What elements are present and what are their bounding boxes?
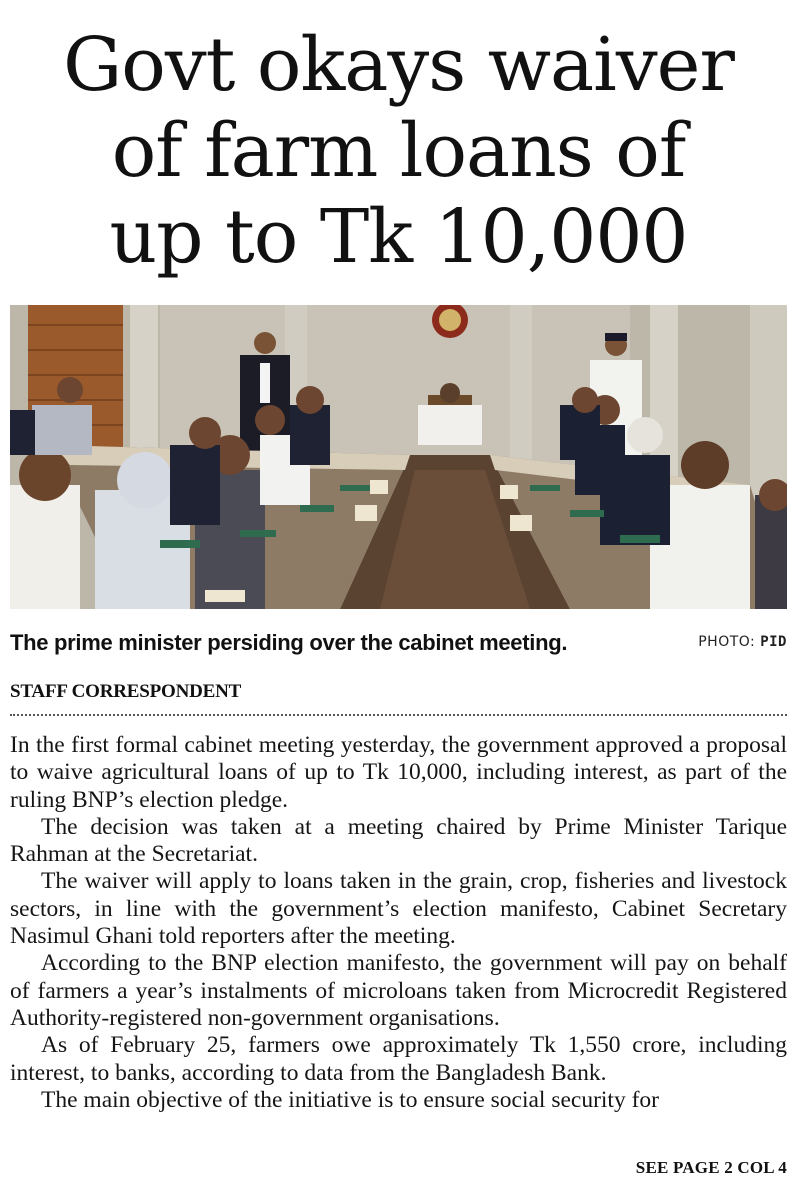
paragraph: The decision was taken at a meeting chaired by Prime Minister Tarique Rahman at the Secretariat. bbox=[10, 813, 787, 868]
continued-on-page[interactable]: SEE PAGE 2 COL 4 bbox=[635, 1158, 787, 1177]
paragraph: As of February 25, farmers owe approximately Tk 1,550 crore, including interest, to banks, according to data from the Bangladesh Bank. bbox=[10, 1032, 787, 1086]
article-body bbox=[10, 732, 787, 1114]
headline-line: Govt okays waiver bbox=[63, 22, 734, 108]
photo-caption-row bbox=[10, 630, 787, 660]
paragraph: The main objective of the initiative is to ensure social security for bbox=[41, 1086, 659, 1113]
byline: STAFF CORRESPONDENT bbox=[10, 681, 242, 702]
headline-line: up to Tk 10,000 bbox=[109, 194, 688, 280]
photo-credit bbox=[698, 634, 787, 650]
photo-credit-label: PHOTO: bbox=[698, 634, 756, 650]
paragraph: In the first formal cabinet meeting yesterday, the government approved a proposal to waive agricultural loans of up to Tk 10,000, including interest, as part of the ruling BNP’s election pledge. bbox=[10, 732, 787, 813]
paragraph: According to the BNP election manifesto, the government will pay on behalf of farmers a year’s instalments of microloans taken from Microcredit Registered Authority-registered non-government organisations. bbox=[10, 950, 787, 1031]
dotted-divider bbox=[10, 714, 787, 716]
headline-line: of farm loans of bbox=[111, 108, 686, 194]
cabinet-meeting-photo bbox=[10, 305, 787, 609]
paragraph: The waiver will apply to loans taken in the grain, crop, fisheries and livestock sectors, in line with the government’s election manifesto, Cabinet Secretary Nasimul Ghani told reporters after the meeting. bbox=[10, 868, 787, 950]
headline bbox=[0, 22, 797, 280]
photo-caption: The prime minister persiding over the cabinet meeting. bbox=[10, 630, 568, 655]
photo-credit-source: PID bbox=[760, 634, 787, 650]
